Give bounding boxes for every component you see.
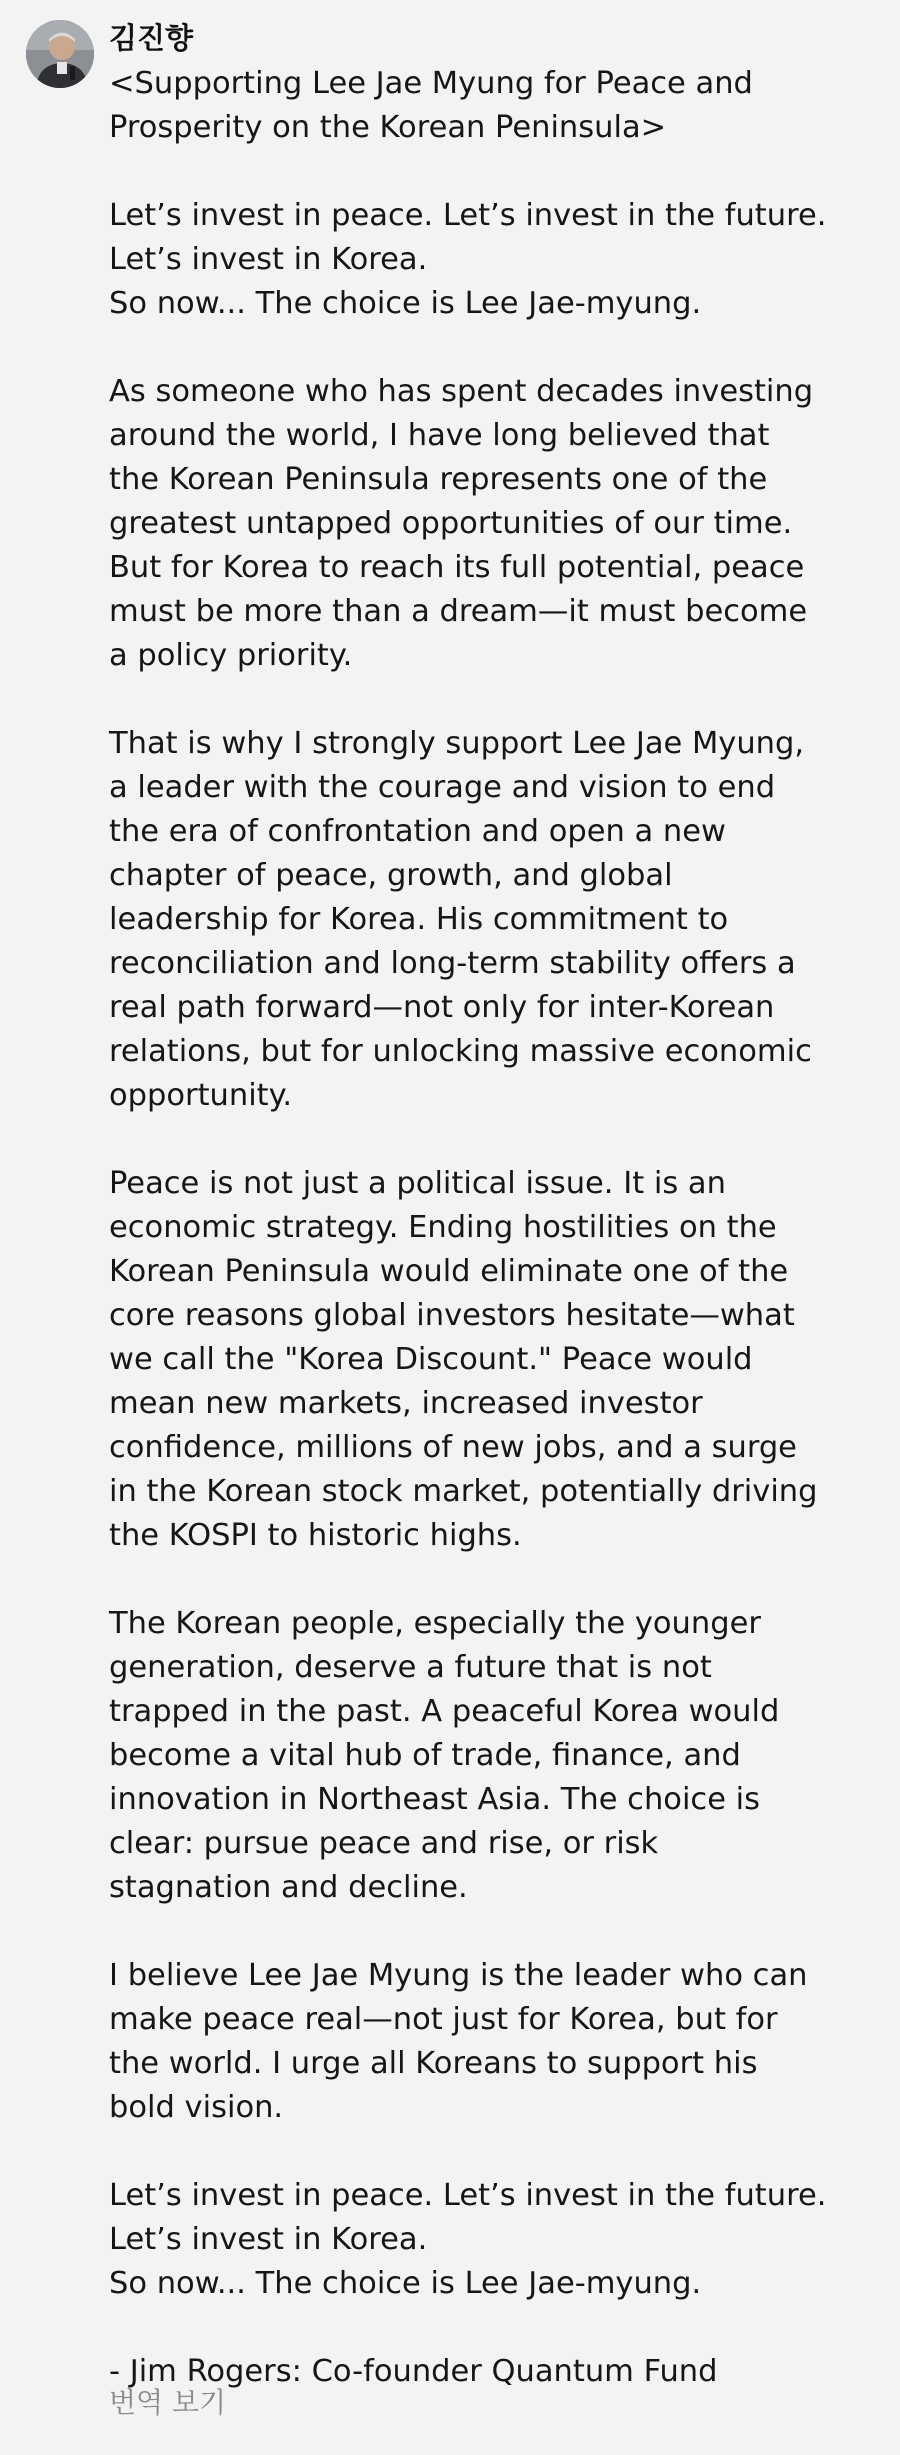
post-paragraph: That is why I strongly support Lee Jae Myung, a leader with the courage and vision to end the era of confrontation and open a new chapter of peace, growth, and global leadership for Korea. His commitment to reconciliation and long-term stability offers a real path forward—not only for inter-Korean relations, but for unlocking massive economic opportunity. <box>109 726 812 1113</box>
author-name[interactable]: 김진향 <box>109 21 194 55</box>
post-paragraph: I believe Lee Jae Myung is the leader who can make peace real—not just for Korea, but for the world. I urge all Koreans to support his bold vision. <box>109 1958 808 2125</box>
post-paragraph: As someone who has spent decades investing around the world, I have long believed that the Korean Peninsula represents one of the greatest untapped opportunities of our time. But for Korea to reach its full potential, peace must be more than a dream—it must become a policy priority. <box>109 374 814 673</box>
post-paragraph: Let’s invest in peace. Let’s invest in the future. Let’s invest in Korea. So now... The choice is Lee Jae-myung. <box>109 198 827 321</box>
author-avatar[interactable] <box>26 20 94 88</box>
post-signature: - Jim Rogers: Co-founder Quantum Fund <box>109 2354 718 2389</box>
post-body <box>109 62 879 2394</box>
post-paragraph: Peace is not just a political issue. It is an economic strategy. Ending hostilities on the Korean Peninsula would eliminate one of the core reasons global investors hesitate—what we call the "Korea Discount." Peace would mean new markets, increased investor confidence, millions of new jobs, and a surge in the Korean stock market, potentially driving the KOSPI to historic highs. <box>109 1166 818 1553</box>
post-paragraph: <Supporting Lee Jae Myung for Peace and Prosperity on the Korean Peninsula> <box>109 66 753 145</box>
user-avatar-photo-icon <box>26 20 94 88</box>
post-paragraph: Let’s invest in peace. Let’s invest in the future. Let’s invest in Korea. So now... The choice is Lee Jae-myung. <box>109 2178 827 2301</box>
see-translation-link[interactable]: 번역 보기 <box>109 2386 227 2419</box>
post-paragraph: The Korean people, especially the younger generation, deserve a future that is not trapped in the past. A peaceful Korea would become a vital hub of trade, finance, and innovation in Northeast Asia. The choice is clear: pursue peace and rise, or risk stagnation and decline. <box>109 1606 780 1905</box>
